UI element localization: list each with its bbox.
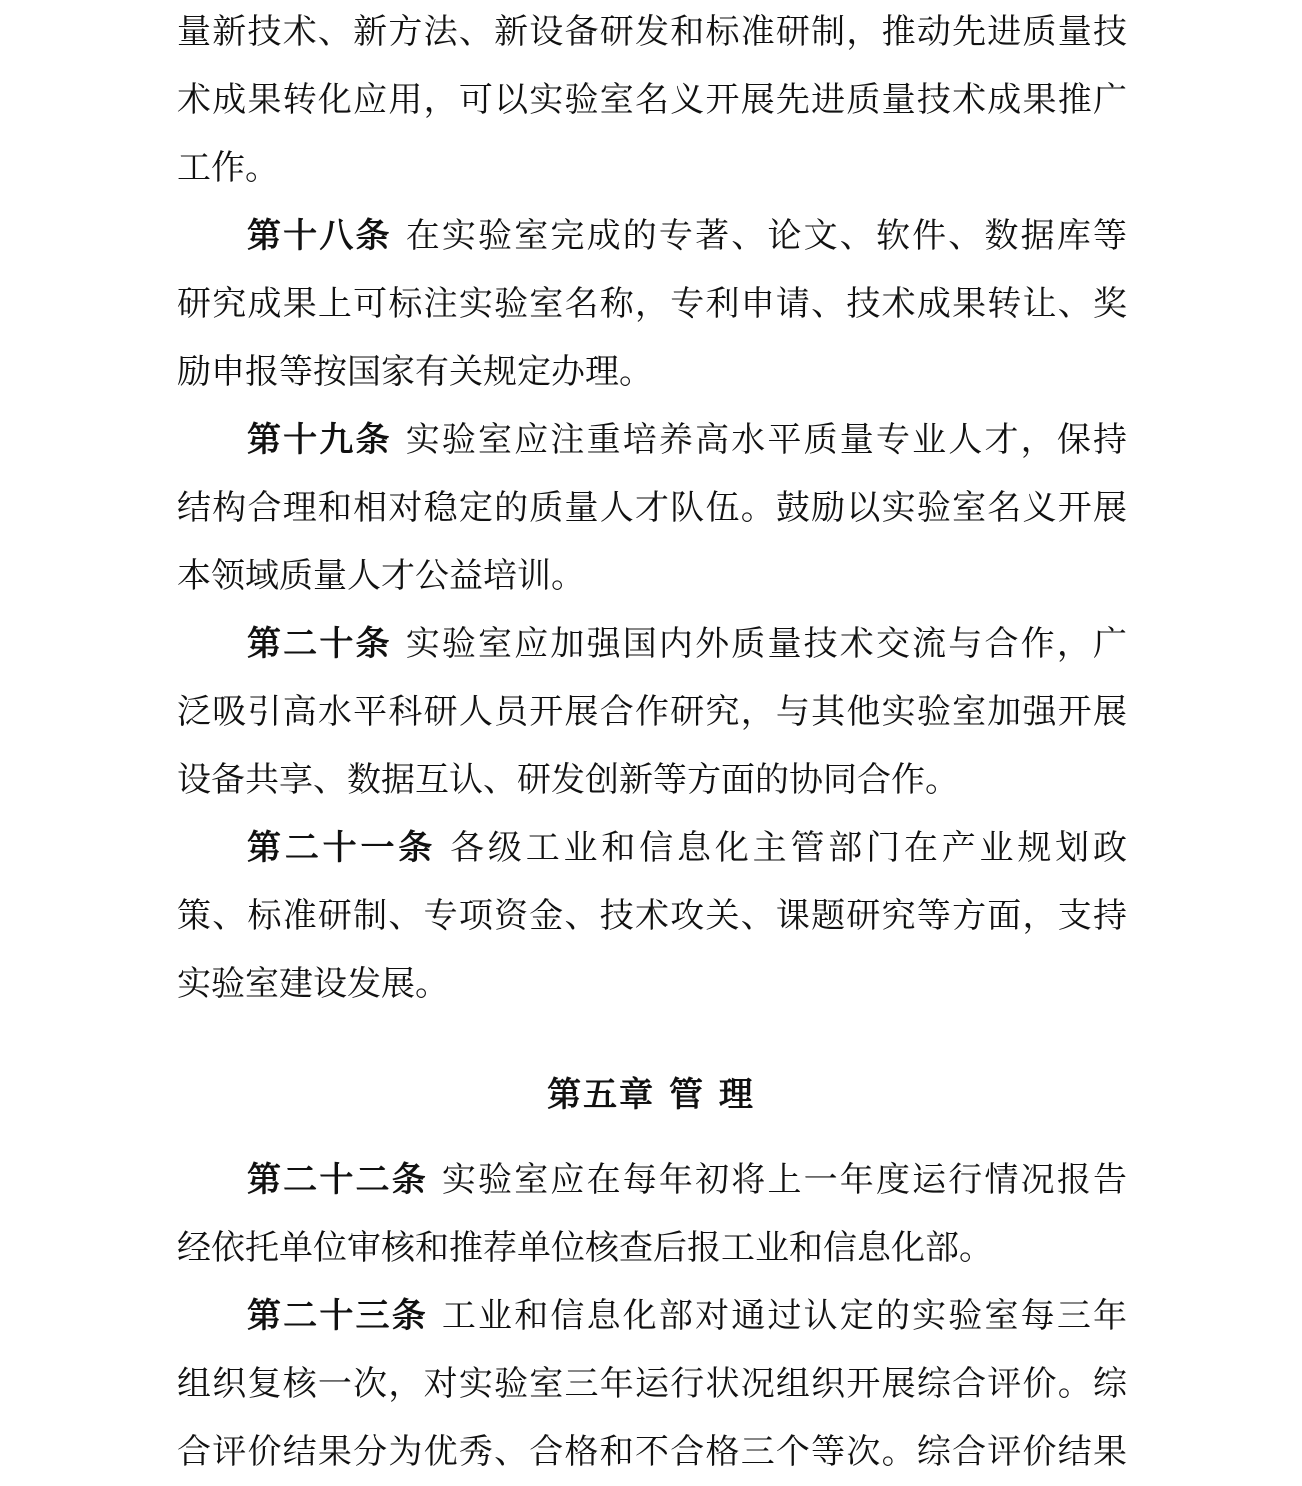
text-line: 励申报等按国家有关规定办理。 bbox=[177, 352, 653, 392]
document-body-bottom bbox=[177, 1146, 1127, 1486]
text-line: 量新技术、新方法、新设备研发和标准研制，推动先进质量技 bbox=[177, 12, 1127, 52]
article-number: 第二十条 bbox=[247, 624, 392, 664]
text-line: 组织复核一次，对实验室三年运行状况组织开展综合评价。综 bbox=[177, 1364, 1127, 1404]
text-line bbox=[177, 814, 1127, 882]
text-line bbox=[177, 610, 1127, 678]
chapter-heading: 第五章 管 理 bbox=[547, 1075, 755, 1115]
article-text: 工业和信息化部对通过认定的实验室每三年 bbox=[441, 1296, 1128, 1336]
text-line: 本领域质量人才公益培训。 bbox=[177, 556, 585, 596]
article-21 bbox=[177, 814, 1127, 1018]
text-line: 设备共享、数据互认、研发创新等方面的协同合作。 bbox=[177, 760, 959, 800]
text-line bbox=[177, 1282, 1127, 1350]
article-text: 实验室应注重培养高水平质量专业人才，保持 bbox=[405, 420, 1128, 460]
article-19 bbox=[177, 406, 1127, 610]
text-line: 工作。 bbox=[177, 148, 279, 188]
article-number: 第十八条 bbox=[247, 216, 392, 256]
article-number: 第二十二条 bbox=[247, 1160, 428, 1200]
document-body-top bbox=[177, 0, 1127, 1018]
text-line bbox=[177, 1146, 1127, 1214]
article-18 bbox=[177, 202, 1127, 406]
article-20 bbox=[177, 610, 1127, 814]
article-text: 在实验室完成的专著、论文、软件、数据库等 bbox=[405, 216, 1128, 256]
text-line bbox=[177, 406, 1127, 474]
paragraph-continued bbox=[177, 0, 1127, 202]
article-number: 第二十三条 bbox=[247, 1296, 428, 1336]
text-line bbox=[177, 202, 1127, 270]
text-line: 研究成果上可标注实验室名称，专利申请、技术成果转让、奖 bbox=[177, 284, 1127, 324]
article-22 bbox=[177, 1146, 1127, 1282]
text-line: 泛吸引高水平科研人员开展合作研究，与其他实验室加强开展 bbox=[177, 692, 1127, 732]
article-text: 实验室应加强国内外质量技术交流与合作，广 bbox=[405, 624, 1128, 664]
text-line: 实验室建设发展。 bbox=[177, 964, 449, 1004]
article-text: 各级工业和信息化主管部门在产业规划政 bbox=[450, 828, 1128, 868]
article-text: 实验室应在每年初将上一年度运行情况报告 bbox=[441, 1160, 1128, 1200]
text-line: 策、标准研制、专项资金、技术攻关、课题研究等方面，支持 bbox=[177, 896, 1127, 936]
text-line: 合评价结果分为优秀、合格和不合格三个等次。综合评价结果 bbox=[177, 1432, 1127, 1472]
text-line: 术成果转化应用，可以实验室名义开展先进质量技术成果推广 bbox=[177, 80, 1127, 120]
text-line: 经依托单位审核和推荐单位核查后报工业和信息化部。 bbox=[177, 1228, 993, 1268]
text-line: 结构合理和相对稳定的质量人才队伍。鼓励以实验室名义开展 bbox=[177, 488, 1127, 528]
article-number: 第二十一条 bbox=[247, 828, 437, 868]
article-23 bbox=[177, 1282, 1127, 1486]
article-number: 第十九条 bbox=[247, 420, 392, 460]
